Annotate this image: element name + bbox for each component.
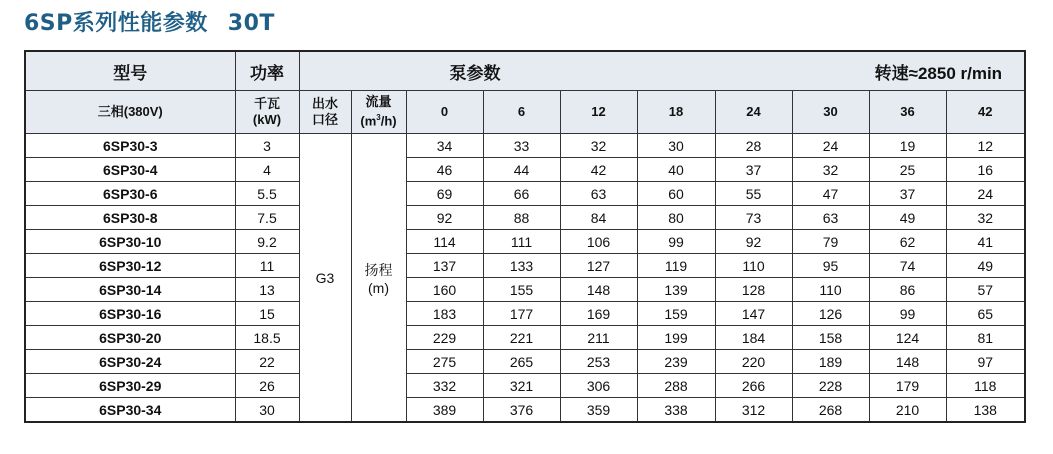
power-cell: 7.5 [235,206,299,230]
head-value-cell: 24 [946,182,1025,206]
head-value-cell: 128 [715,278,792,302]
head-value-cell: 221 [483,326,560,350]
head-value-cell: 338 [637,398,715,423]
head-value-cell: 99 [637,230,715,254]
flow-point-header: 42 [946,91,1025,134]
head-value-cell: 119 [637,254,715,278]
head-value-cell: 69 [406,182,483,206]
head-value-cell: 37 [869,182,946,206]
flow-point-header: 6 [483,91,560,134]
head-value-cell: 306 [560,374,637,398]
head-label-cell [351,134,406,423]
head-value-cell: 60 [637,182,715,206]
head-value-cell: 177 [483,302,560,326]
head-value-cell: 275 [406,350,483,374]
model-cell: 6SP30-20 [25,326,235,350]
head-value-cell: 148 [560,278,637,302]
power-unit-top: 千瓦 [253,96,280,111]
head-value-cell: 160 [406,278,483,302]
head-value-cell: 55 [715,182,792,206]
power-cell: 3 [235,134,299,158]
head-value-cell: 86 [869,278,946,302]
phase-header: 三相(380V) [25,91,235,134]
head-value-cell: 321 [483,374,560,398]
head-value-cell: 312 [715,398,792,423]
head-value-cell: 199 [637,326,715,350]
head-value-cell: 12 [946,134,1025,158]
title-flow: 30T [227,11,275,36]
model-cell: 6SP30-3 [25,134,235,158]
head-value-cell: 138 [946,398,1025,423]
head-value-cell: 92 [715,230,792,254]
head-value-cell: 62 [869,230,946,254]
head-value-cell: 332 [406,374,483,398]
head-label-bottom: (m) [368,279,389,296]
head-value-cell: 148 [869,350,946,374]
head-value-cell: 268 [792,398,869,423]
head-value-cell: 359 [560,398,637,423]
head-value-cell: 184 [715,326,792,350]
head-value-cell: 32 [560,134,637,158]
model-cell: 6SP30-34 [25,398,235,423]
head-value-cell: 106 [560,230,637,254]
head-value-cell: 183 [406,302,483,326]
head-value-cell: 41 [946,230,1025,254]
head-value-cell: 37 [715,158,792,182]
head-value-cell: 220 [715,350,792,374]
table-row [25,206,1025,230]
head-value-cell: 16 [946,158,1025,182]
model-cell: 6SP30-4 [25,158,235,182]
head-value-cell: 179 [869,374,946,398]
head-value-cell: 159 [637,302,715,326]
outlet-cell: G3 [299,134,351,423]
table-row [25,158,1025,182]
flow-point-header: 0 [406,91,483,134]
flow-point-header: 18 [637,91,715,134]
head-value-cell: 32 [792,158,869,182]
outlet-top: 出水 [311,96,338,111]
power-cell: 15 [235,302,299,326]
performance-table [24,50,1026,423]
table-row [25,278,1025,302]
table-row [25,182,1025,206]
head-value-cell: 84 [560,206,637,230]
head-value-cell: 210 [869,398,946,423]
power-cell: 4 [235,158,299,182]
head-value-cell: 66 [483,182,560,206]
head-value-cell: 126 [792,302,869,326]
head-value-cell: 42 [560,158,637,182]
head-value-cell: 139 [637,278,715,302]
model-cell: 6SP30-29 [25,374,235,398]
power-cell: 9.2 [235,230,299,254]
head-value-cell: 189 [792,350,869,374]
outlet-bottom: 口径 [311,112,338,127]
table-row [25,374,1025,398]
header-row-1 [25,51,1025,91]
head-value-cell: 46 [406,158,483,182]
model-cell: 6SP30-24 [25,350,235,374]
head-value-cell: 34 [406,134,483,158]
model-cell: 6SP30-8 [25,206,235,230]
head-value-cell: 95 [792,254,869,278]
head-value-cell: 25 [869,158,946,182]
flow-bottom: $(m^3/h)$ [360,113,397,129]
head-value-cell: 33 [483,134,560,158]
flow-point-header: 12 [560,91,637,134]
power-unit-header [235,91,299,134]
head-value-cell: 147 [715,302,792,326]
head-value-cell: 169 [560,302,637,326]
head-value-cell: 65 [946,302,1025,326]
head-value-cell: 79 [792,230,869,254]
head-value-cell: 74 [869,254,946,278]
power-cell: 13 [235,278,299,302]
head-value-cell: 376 [483,398,560,423]
head-value-cell: 229 [406,326,483,350]
table-row [25,134,1025,158]
head-value-cell: 137 [406,254,483,278]
head-value-cell: 73 [715,206,792,230]
head-value-cell: 239 [637,350,715,374]
head-value-cell: 389 [406,398,483,423]
flow-point-header: 36 [869,91,946,134]
head-value-cell: 127 [560,254,637,278]
head-value-cell: 63 [792,206,869,230]
head-value-cell: 114 [406,230,483,254]
model-cell: 6SP30-12 [25,254,235,278]
power-cell: 26 [235,374,299,398]
pump-params-header [299,51,1025,91]
table-row [25,254,1025,278]
head-value-cell: 92 [406,206,483,230]
speed-label: 转速≈2850 r/min [874,63,1003,83]
flow-point-header: 30 [792,91,869,134]
head-value-cell: 266 [715,374,792,398]
power-cell: 5.5 [235,182,299,206]
head-value-cell: 118 [946,374,1025,398]
head-value-cell: 97 [946,350,1025,374]
table-row [25,398,1025,423]
flow-header [351,91,406,134]
head-value-cell: 32 [946,206,1025,230]
model-cell: 6SP30-16 [25,302,235,326]
head-value-cell: 288 [637,374,715,398]
table-row [25,350,1025,374]
head-value-cell: 40 [637,158,715,182]
head-value-cell: 211 [560,326,637,350]
model-header: 型号 [25,51,235,91]
head-value-cell: 265 [483,350,560,374]
model-cell: 6SP30-14 [25,278,235,302]
power-unit-bottom: (kW) [252,112,282,127]
header-row-2 [25,91,1025,134]
flow-point-header: 24 [715,91,792,134]
power-cell: 22 [235,350,299,374]
head-value-cell: 133 [483,254,560,278]
model-cell: 6SP30-6 [25,182,235,206]
power-cell: 30 [235,398,299,423]
power-cell: 11 [235,254,299,278]
head-value-cell: 19 [869,134,946,158]
head-value-cell: 155 [483,278,560,302]
table-row [25,230,1025,254]
head-value-cell: 81 [946,326,1025,350]
head-value-cell: 57 [946,278,1025,302]
power-cell: 18.5 [235,326,299,350]
head-value-cell: 80 [637,206,715,230]
title-main: 6SP系列性能参数 [24,11,208,36]
model-cell: 6SP30-10 [25,230,235,254]
head-value-cell: 124 [869,326,946,350]
head-value-cell: 228 [792,374,869,398]
head-value-cell: 110 [792,278,869,302]
page-title [24,6,275,37]
pump-params-label: 泵参数 [449,63,501,83]
power-header: 功率 [235,51,299,91]
head-value-cell: 88 [483,206,560,230]
outlet-header [299,91,351,134]
head-value-cell: 30 [637,134,715,158]
head-value-cell: 24 [792,134,869,158]
head-value-cell: 44 [483,158,560,182]
head-value-cell: 110 [715,254,792,278]
head-value-cell: 28 [715,134,792,158]
flow-top: 流量 [365,94,392,110]
head-value-cell: 111 [483,230,560,254]
head-value-cell: 49 [869,206,946,230]
head-value-cell: 99 [869,302,946,326]
head-value-cell: 47 [792,182,869,206]
table-row [25,302,1025,326]
head-value-cell: 253 [560,350,637,374]
head-value-cell: 63 [560,182,637,206]
table-row [25,326,1025,350]
head-value-cell: 49 [946,254,1025,278]
head-value-cell: 158 [792,326,869,350]
head-label-top: 扬程 [364,261,393,278]
